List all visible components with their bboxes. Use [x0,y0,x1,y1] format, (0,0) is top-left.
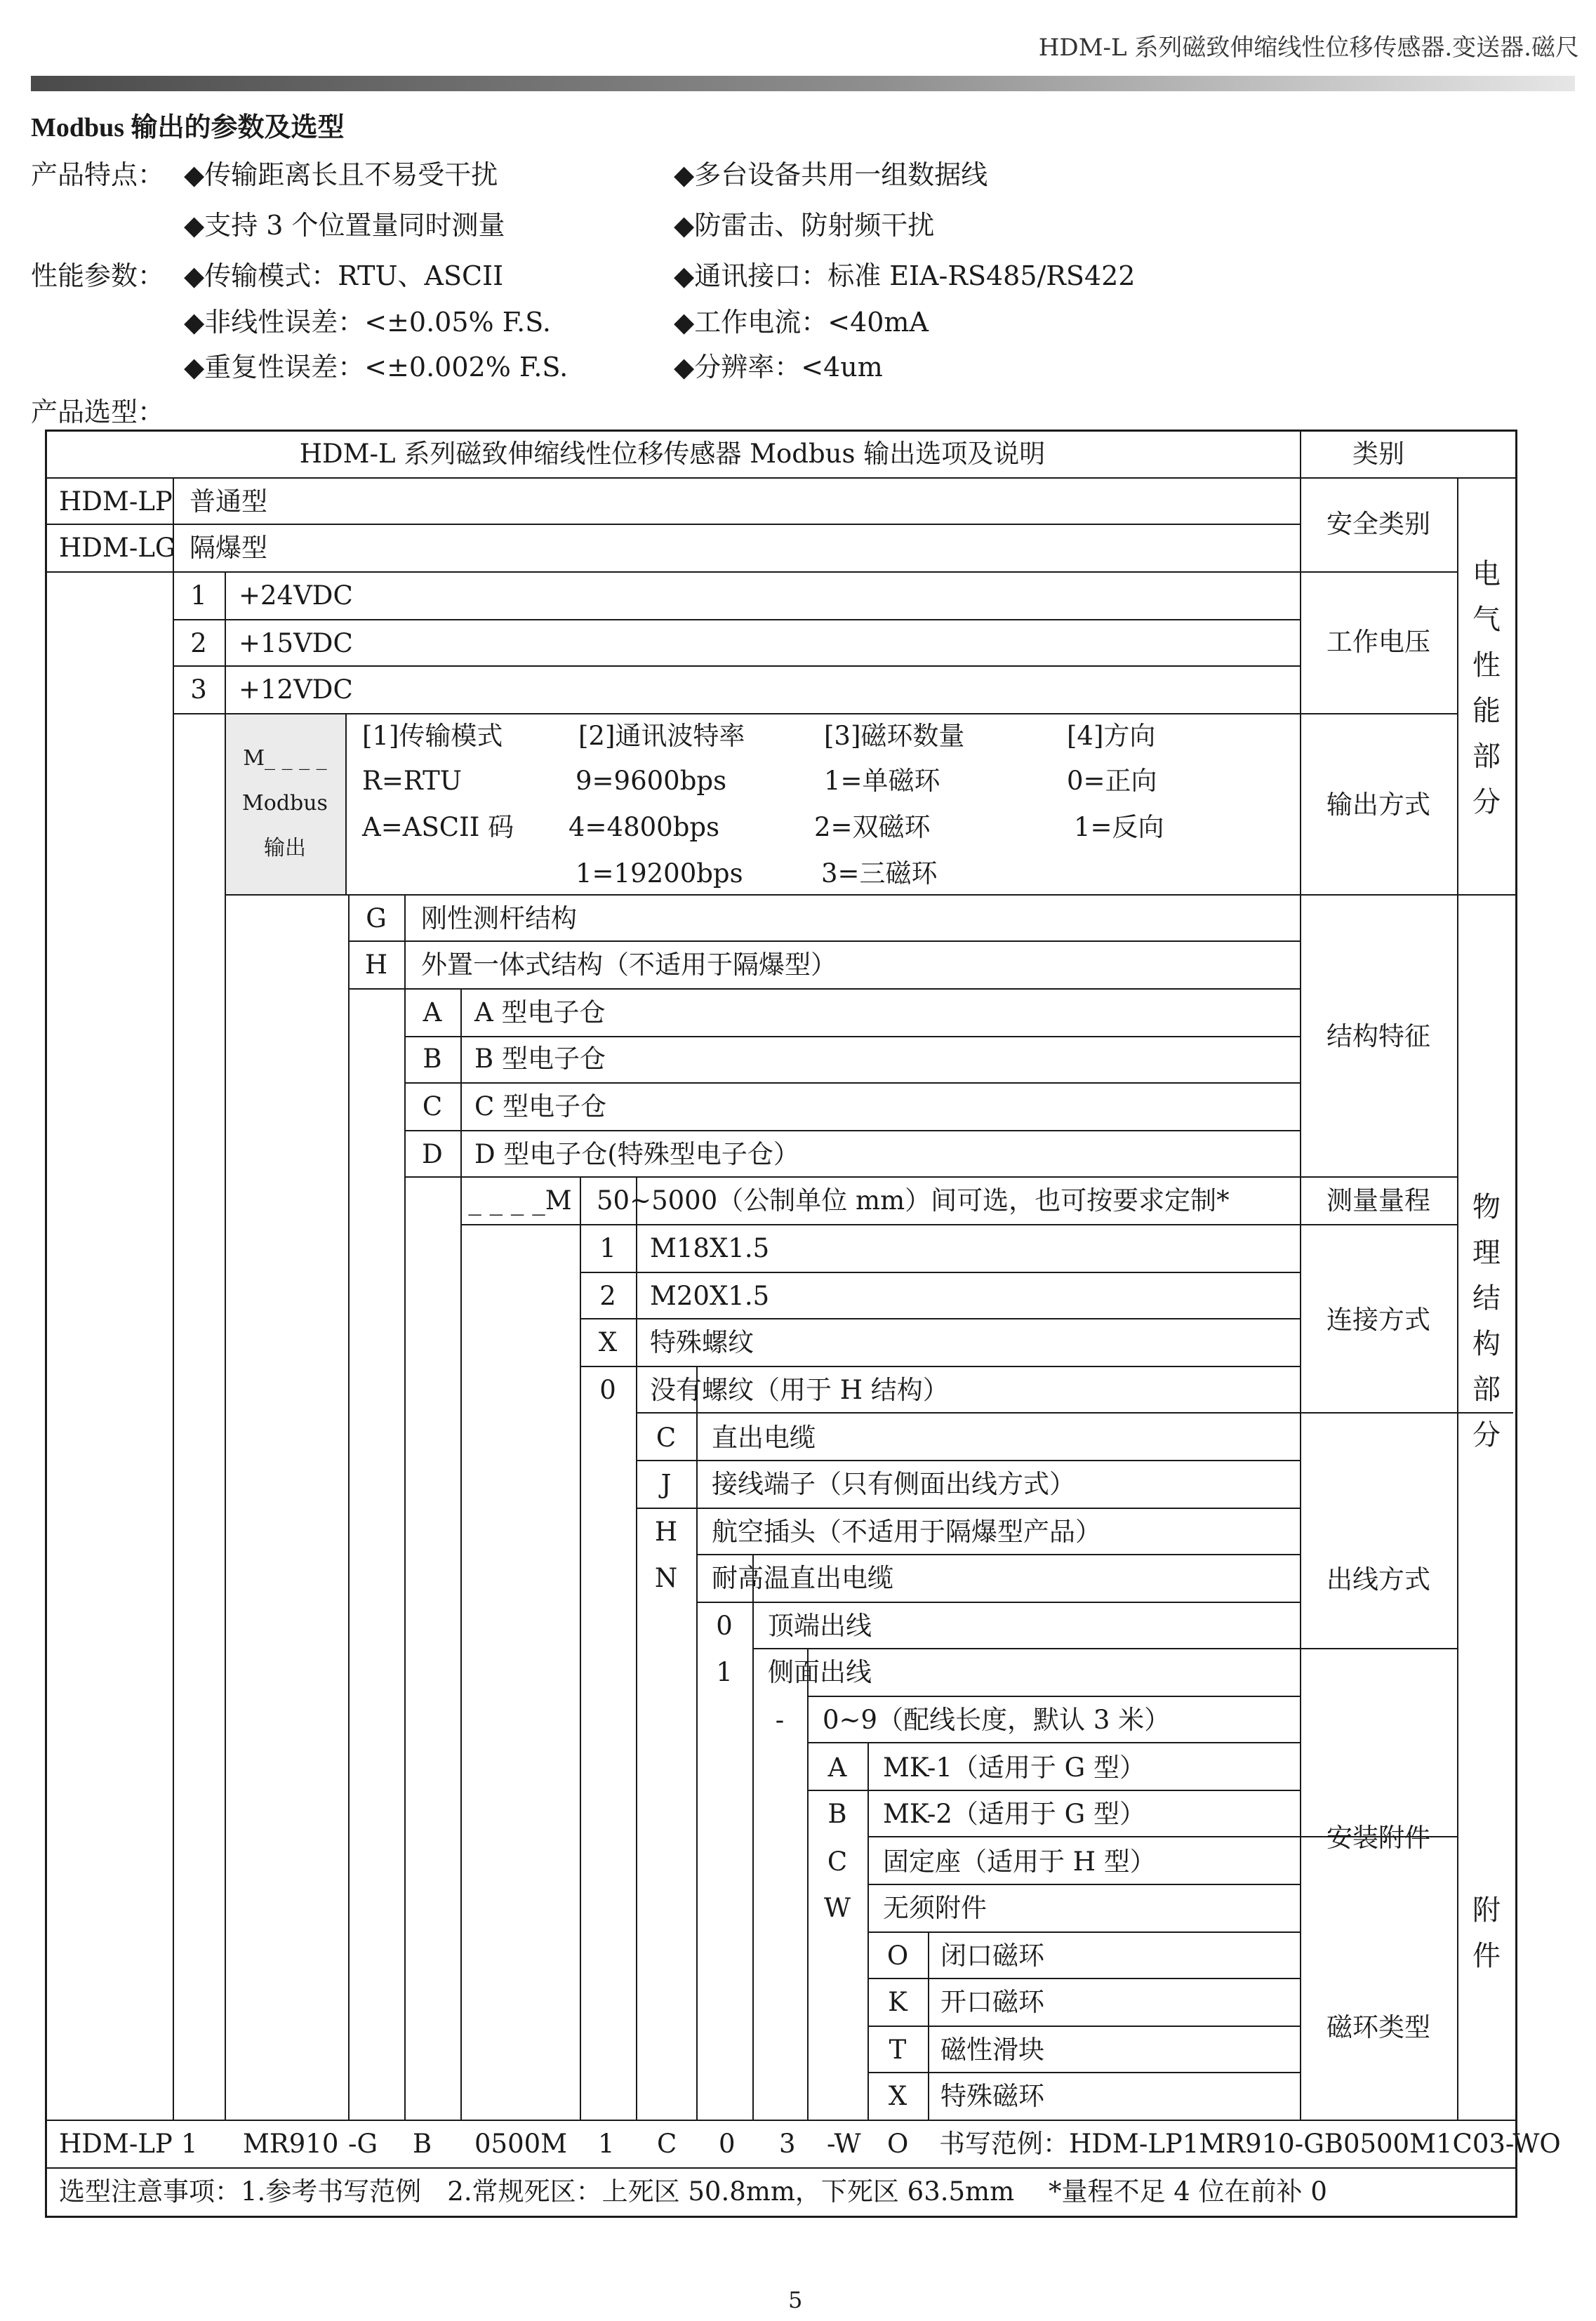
magnet-desc: 特殊磁环 [940,2081,1044,2111]
range-desc: 50~5000（公制单位 mm）间可选，也可按要求定制* [597,1185,1230,1216]
modbus-cell: [1]传输模式 [362,721,503,751]
example-part: 1 [181,2129,198,2159]
modbus-cell: [4]方向 [1067,721,1156,751]
modbus-cell: 9=9600bps [576,766,727,796]
thread-desc: 没有螺纹（用于 H 结构） [650,1375,949,1405]
example-part: MR910 [243,2129,339,2159]
magnet-code: X [888,2081,907,2111]
outlet-code: C [656,1423,677,1453]
page-number: 5 [788,2287,803,2313]
modbus-cell: 1=反向 [1074,812,1164,842]
group-electrical: 电气性能部分 [1472,558,1501,818]
outlet-pos-code: 1 [716,1657,733,1687]
example-text: 书写范例：HDM-LP1MR910-GB0500M1C03-WO [939,2129,1561,2159]
outlet-code: J [660,1469,672,1499]
thread-desc: M20X1.5 [650,1281,770,1311]
voltage-code: 3 [190,674,207,705]
thread-code: 1 [599,1233,616,1263]
category-structure: 结构特征 [1326,1021,1430,1051]
category-safety: 安全类别 [1326,509,1430,539]
structure-desc: 刚性测杆结构 [421,903,577,933]
cable-code: - [775,1705,785,1735]
accessory-desc: 固定座（适用于 H 型） [883,1847,1156,1877]
housing-desc: D 型电子仓(特殊型电子仓） [474,1139,799,1169]
voltage-desc: +15VDC [239,628,353,658]
outlet-desc: 航空插头（不适用于隔爆型产品） [712,1517,1101,1547]
section-title: Modbus 输出的参数及选型 [31,113,345,142]
example-part: C [657,2129,677,2159]
range-code: _ _ _ _M [468,1185,572,1216]
thread-desc: 特殊螺纹 [650,1327,754,1357]
table-title: HDM-L 系列磁致伸缩线性位移传感器 Modbus 输出选项及说明 [299,439,1046,469]
housing-desc: B 型电子仓 [474,1044,606,1074]
category-magnet: 磁环类型 [1326,2012,1430,2042]
example-part: 1 [598,2129,615,2159]
category-header: 类别 [1352,439,1404,469]
example-part: 0500M [474,2129,568,2159]
thread-desc: M18X1.5 [650,1233,770,1263]
thread-code: 0 [599,1375,616,1405]
voltage-code: 2 [190,628,207,658]
outlet-pos-code: 0 [716,1611,733,1641]
example-part: O [887,2129,909,2159]
category-accessory: 安装附件 [1326,1823,1430,1853]
accessory-code: A [827,1753,847,1783]
modbus-cell: 3=三磁环 [821,858,938,889]
magnet-desc: 磁性滑块 [940,2035,1044,2065]
features-label: 产品特点： [31,159,165,190]
model-code: HDM-LP [59,486,173,517]
performance-item: ◆通讯接口：标准 EIA-RS485/RS422 [674,260,1136,291]
modbus-sub-label: Modbus [242,791,328,816]
voltage-desc: +24VDC [239,580,353,611]
feature-item: ◆多台设备共用一组数据线 [674,159,988,190]
outlet-pos-desc: 顶端出线 [768,1611,872,1641]
outlet-desc: 直出电缆 [712,1423,816,1453]
category-range: 测量量程 [1326,1185,1430,1216]
structure-code: H [364,950,388,980]
voltage-desc: +12VDC [239,674,353,705]
modbus-cell: 2=双磁环 [814,812,931,842]
modbus-cell: 0=正向 [1067,766,1157,796]
magnet-desc: 开口磁环 [940,1987,1044,2017]
accessory-code: W [823,1893,851,1923]
model-desc: 隔爆型 [189,533,267,563]
housing-code: C [422,1091,443,1122]
housing-code: A [423,997,442,1028]
modbus-cell: 1=19200bps [576,858,743,889]
modbus-cell: [3]磁环数量 [824,721,965,751]
example-part: 0 [719,2129,736,2159]
header-bar [31,76,1575,91]
group-physical: 物理结构部分 [1472,1191,1501,1451]
example-part: -G [348,2129,378,2159]
model-desc: 普通型 [189,486,267,517]
example-part: HDM-LP [59,2129,173,2159]
example-part: -W [827,2129,861,2159]
structure-desc: 外置一体式结构（不适用于隔爆型） [421,950,837,980]
category-connection: 连接方式 [1326,1305,1430,1335]
performance-label: 性能参数： [31,260,165,291]
performance-item: ◆分辨率：<4um [674,352,883,383]
model-code: HDM-LG [59,533,176,563]
outlet-code: N [654,1563,678,1593]
voltage-code: 1 [190,580,207,611]
thread-code: 2 [599,1281,616,1311]
performance-item: ◆工作电流：<40mA [674,307,929,338]
performance-item: ◆非线性误差：<±0.05% F.S. [184,307,551,338]
outlet-desc: 耐高温直出电缆 [712,1563,893,1593]
modbus-cell: A=ASCII 码 [362,812,514,842]
header-title: HDM-L 系列磁致伸缩线性位移传感器.变送器.磁尺 [1038,34,1579,62]
accessory-desc: 无须附件 [883,1893,987,1923]
category-outlet: 出线方式 [1326,1564,1430,1595]
magnet-code: T [889,2035,907,2065]
modbus-code: M_ _ _ _ [243,746,327,771]
magnet-code: O [886,1941,909,1971]
magnet-code: K [888,1987,907,2017]
housing-code: B [423,1044,442,1074]
selection-label: 产品选型： [31,397,165,427]
group-attachment: 附件 [1472,1894,1501,1972]
cable-desc: 0~9（配线长度，默认 3 米） [823,1705,1171,1735]
feature-item: ◆传输距离长且不易受干扰 [184,159,498,190]
category-voltage: 工作电压 [1326,627,1430,657]
housing-desc: A 型电子仓 [474,997,606,1028]
example-part: 3 [779,2129,796,2159]
structure-code: G [366,903,387,933]
performance-item: ◆重复性误差：<±0.002% F.S. [184,352,568,383]
modbus-cell: 1=单磁环 [824,766,940,796]
feature-item: ◆支持 3 个位置量同时测量 [184,210,505,241]
housing-code: D [422,1139,443,1169]
accessory-code: C [827,1847,848,1877]
modbus-sub-label: 输出 [264,836,306,860]
modbus-cell: [2]通讯波特率 [578,721,745,751]
housing-desc: C 型电子仓 [474,1091,607,1122]
performance-item: ◆传输模式：RTU、ASCII [184,260,504,291]
feature-item: ◆防雷击、防射频干扰 [674,210,935,241]
modbus-cell: R=RTU [362,766,462,796]
magnet-desc: 闭口磁环 [940,1941,1044,1971]
category-output: 输出方式 [1326,790,1430,820]
accessory-desc: MK-2（适用于 G 型） [883,1799,1145,1829]
accessory-code: B [827,1799,847,1829]
example-part: B [413,2129,432,2159]
selection-notes: 选型注意事项：1.参考书写范例 2.常规死区：上死区 50.8mm，下死区 63.5mm *量程不足 4 位在前补 0 [59,2176,1327,2207]
outlet-desc: 接线端子（只有侧面出线方式） [712,1469,1075,1499]
outlet-code: H [654,1517,678,1547]
accessory-desc: MK-1（适用于 G 型） [883,1753,1145,1783]
thread-code: X [598,1327,618,1357]
modbus-cell: 4=4800bps [568,812,720,842]
outlet-pos-desc: 侧面出线 [768,1657,872,1687]
